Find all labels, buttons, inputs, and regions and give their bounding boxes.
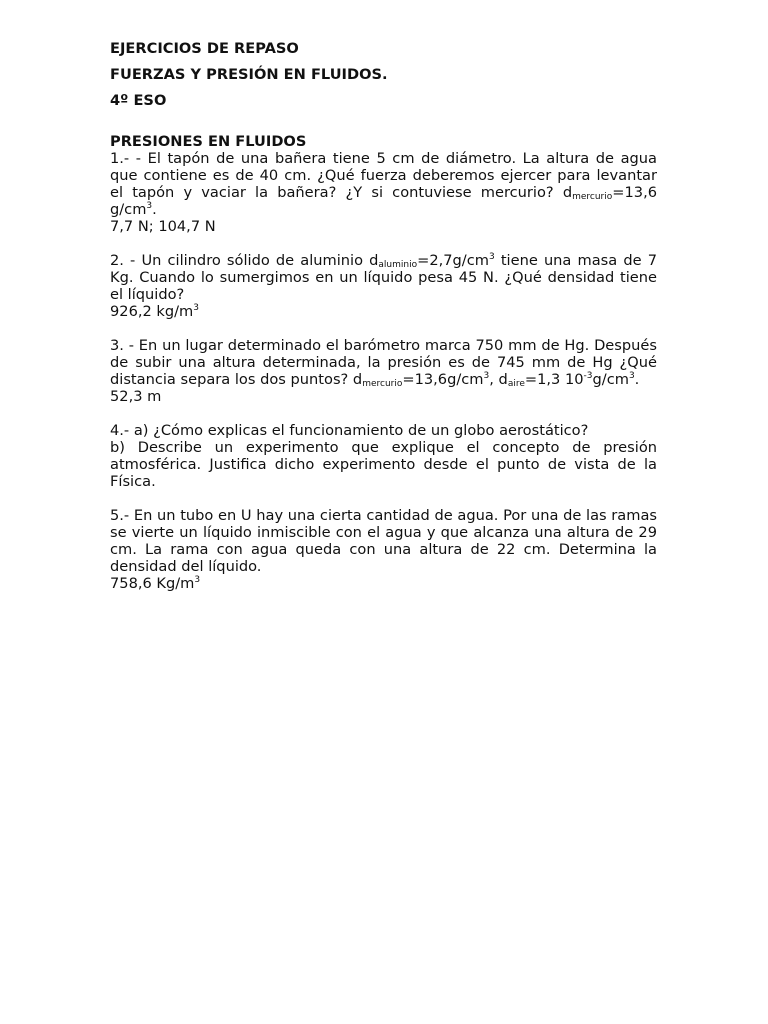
document-title: EJERCICIOS DE REPASO xyxy=(110,40,299,57)
exercise-3 xyxy=(110,337,657,405)
exercise-3-answer: 52,3 m xyxy=(110,388,162,405)
document-subtitle: FUERZAS Y PRESIÓN EN FLUIDOS. xyxy=(110,66,388,83)
exercise-4-part-a: 4.- a) ¿Cómo explicas el funcionamiento de un globo aerostático? xyxy=(110,422,589,439)
exercise-3-statement: 3. - En un lugar determinado el barómetro marca 750 mm de Hg. Después de subir una altura determinada, la presión es de 745 mm de Hg ¿Qué distancia separa los dos puntos? $d_{mercurio}=13,6g/cm^3$, $d_{aire}=1,3$ $10^{-3}g/cm^3$. xyxy=(110,337,657,389)
exercise-2 xyxy=(110,252,657,320)
exercise-2-answer: 926,2 $kg/m^3$ xyxy=(110,303,199,320)
exercise-1-statement: 1.- - El tapón de una bañera tiene 5 cm de diámetro. La altura de agua que contiene es de 40 cm. ¿Qué fuerza deberemos ejercer para levantar el tapón y vaciar la bañera? ¿Y si contuviese mercurio? $d_{mercurio}=13,6$ $g/cm^3$. xyxy=(110,150,657,218)
exercise-4-part-b: b) Describe un experimento que explique el concepto de presión atmosférica. Justifica dicho experimento desde el punto de vista de la Física. xyxy=(110,439,657,490)
section-title: PRESIONES EN FLUIDOS xyxy=(110,133,307,150)
course-level: 4º ESO xyxy=(110,92,167,109)
document-page xyxy=(110,40,657,592)
exercise-1-answer: 7,7 N; 104,7 N xyxy=(110,218,216,235)
exercise-2-statement: 2. - Un cilindro sólido de aluminio $d_{aluminio}=2,7g/cm^3$ tiene una masa de 7 Kg. Cuando lo sumergimos en un líquido pesa 45 N. ¿Qué densidad tiene el líquido? xyxy=(110,252,657,303)
exercise-1 xyxy=(110,150,657,235)
exercise-4 xyxy=(110,422,657,490)
exercise-5-answer: 758,6 $Kg/m^3$ xyxy=(110,575,201,592)
exercise-5-statement: 5.- En un tubo en U hay una cierta cantidad de agua. Por una de las ramas se vierte un líquido inmiscible con el agua y que alcanza una altura de 29 cm. La rama con agua queda con una altura de 22 cm. Determina la densidad del líquido. xyxy=(110,507,657,575)
exercise-5 xyxy=(110,507,657,592)
